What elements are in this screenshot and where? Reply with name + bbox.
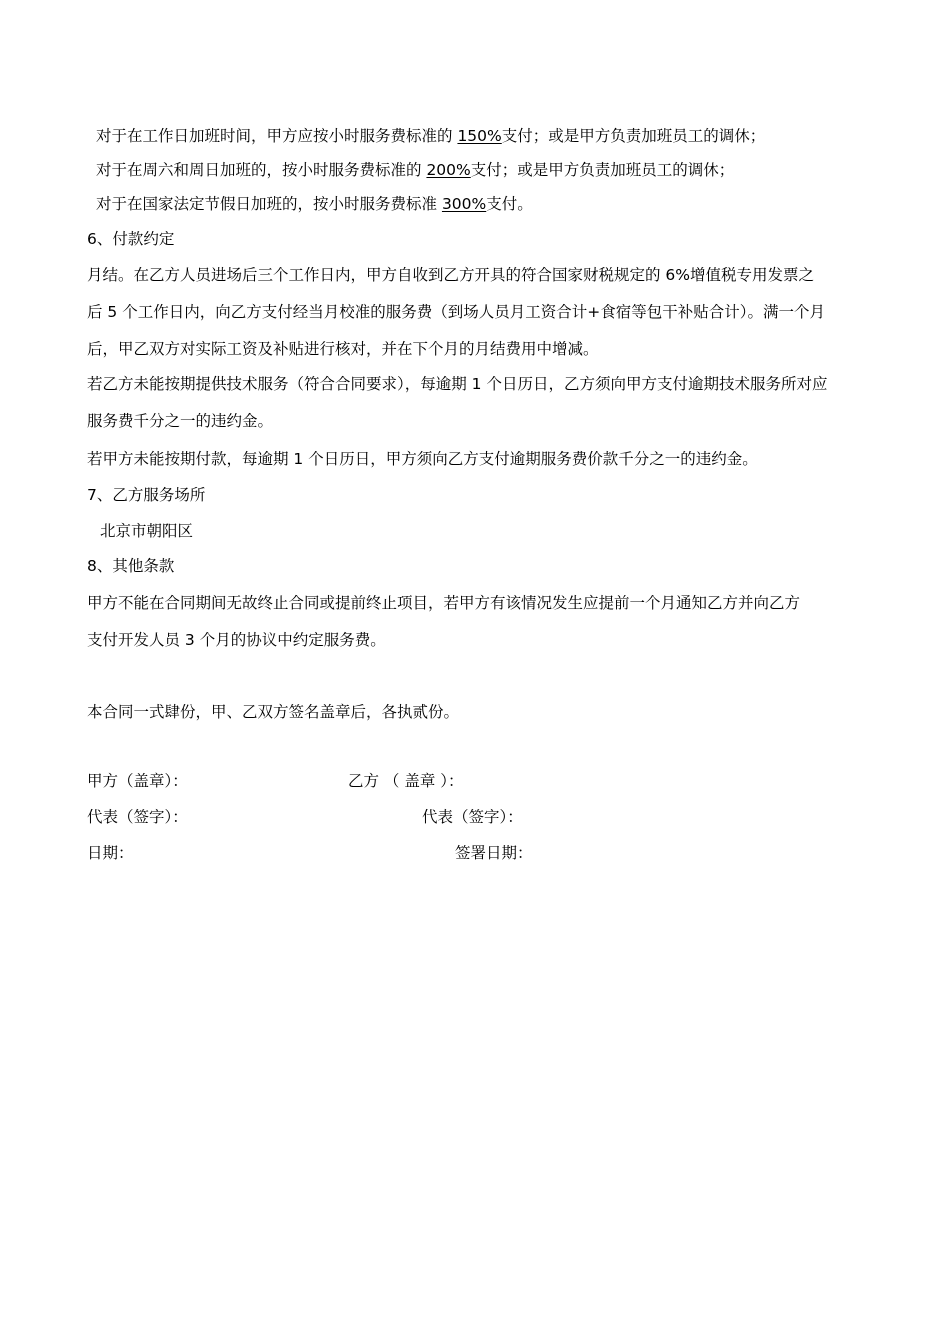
party-a-seal-label: 甲方（盖章）：	[87, 772, 188, 790]
overtime-weekend-rate: 200%	[426, 161, 471, 179]
party-b-date-label: 签署日期：	[455, 844, 533, 862]
section-8-line: 甲方不能在合同期间无故终止合同或提前终止项目，若甲方有该情况发生应提前一个月通知乙方并向乙方	[87, 594, 801, 612]
party-a-representative-label: 代表（签字）：	[87, 808, 188, 826]
section-7-heading: 7、乙方服务场所	[87, 486, 206, 504]
overtime-weekend-text-end: 支付；或是甲方负责加班员工的调休；	[470, 161, 735, 179]
section-6-line: 服务费千分之一的违约金。	[87, 412, 274, 430]
overtime-holiday-text-end: 支付。	[486, 195, 533, 213]
overtime-holiday-rate: 300%	[441, 195, 487, 213]
section-6-line: 若甲方未能按期付款，每逾期 1 个日历日，甲方须向乙方支付逾期服务费价款千分之一的违约金。	[87, 450, 758, 468]
section-8-line: 支付开发人员 3 个月的协议中约定服务费。	[87, 631, 386, 649]
section-6-line: 若乙方未能按期提供技术服务（符合合同要求），每逾期 1 个日历日，乙方须向甲方支付逾期技术服务所对应	[87, 375, 828, 393]
overtime-holiday-text: 对于在国家法定节假日加班的，按小时服务费标准	[96, 195, 442, 213]
party-a-date-label: 日期：	[87, 844, 134, 862]
overtime-weekday-text: 对于在工作日加班时间，甲方应按小时服务费标准的	[96, 127, 458, 145]
party-b-seal-label: 乙方 （ 盖章 ）：	[348, 772, 464, 790]
overtime-holiday-line	[96, 194, 533, 214]
section-6-line: 月结。在乙方人员进场后三个工作日内，甲方自收到乙方开具的符合国家财税规定的 6%增值税专用发票之	[87, 266, 815, 284]
overtime-weekend-line	[96, 160, 734, 180]
section-8-heading: 8、其他条款	[87, 557, 175, 575]
overtime-weekday-text-end: 支付；或是甲方负责加班员工的调休；	[501, 127, 766, 145]
copies-clause: 本合同一式肆份，甲、乙双方签名盖章后，各执贰份。	[87, 703, 460, 721]
party-b-representative-label: 代表（签字）：	[422, 808, 523, 826]
section-6-heading: 6、付款约定	[87, 230, 175, 248]
service-location: 北京市朝阳区	[100, 522, 194, 540]
overtime-weekend-text: 对于在周六和周日加班的，按小时服务费标准的	[96, 161, 427, 179]
section-6-line: 后 5 个工作日内，向乙方支付经当月校准的服务费（到场人员月工资合计+食宿等包干补贴合计）。满一个月	[87, 303, 825, 321]
section-6-line: 后，甲乙双方对实际工资及补贴进行核对，并在下个月的月结费用中增减。	[87, 340, 599, 358]
overtime-weekday-line	[96, 126, 765, 146]
overtime-weekday-rate: 150%	[457, 127, 502, 145]
